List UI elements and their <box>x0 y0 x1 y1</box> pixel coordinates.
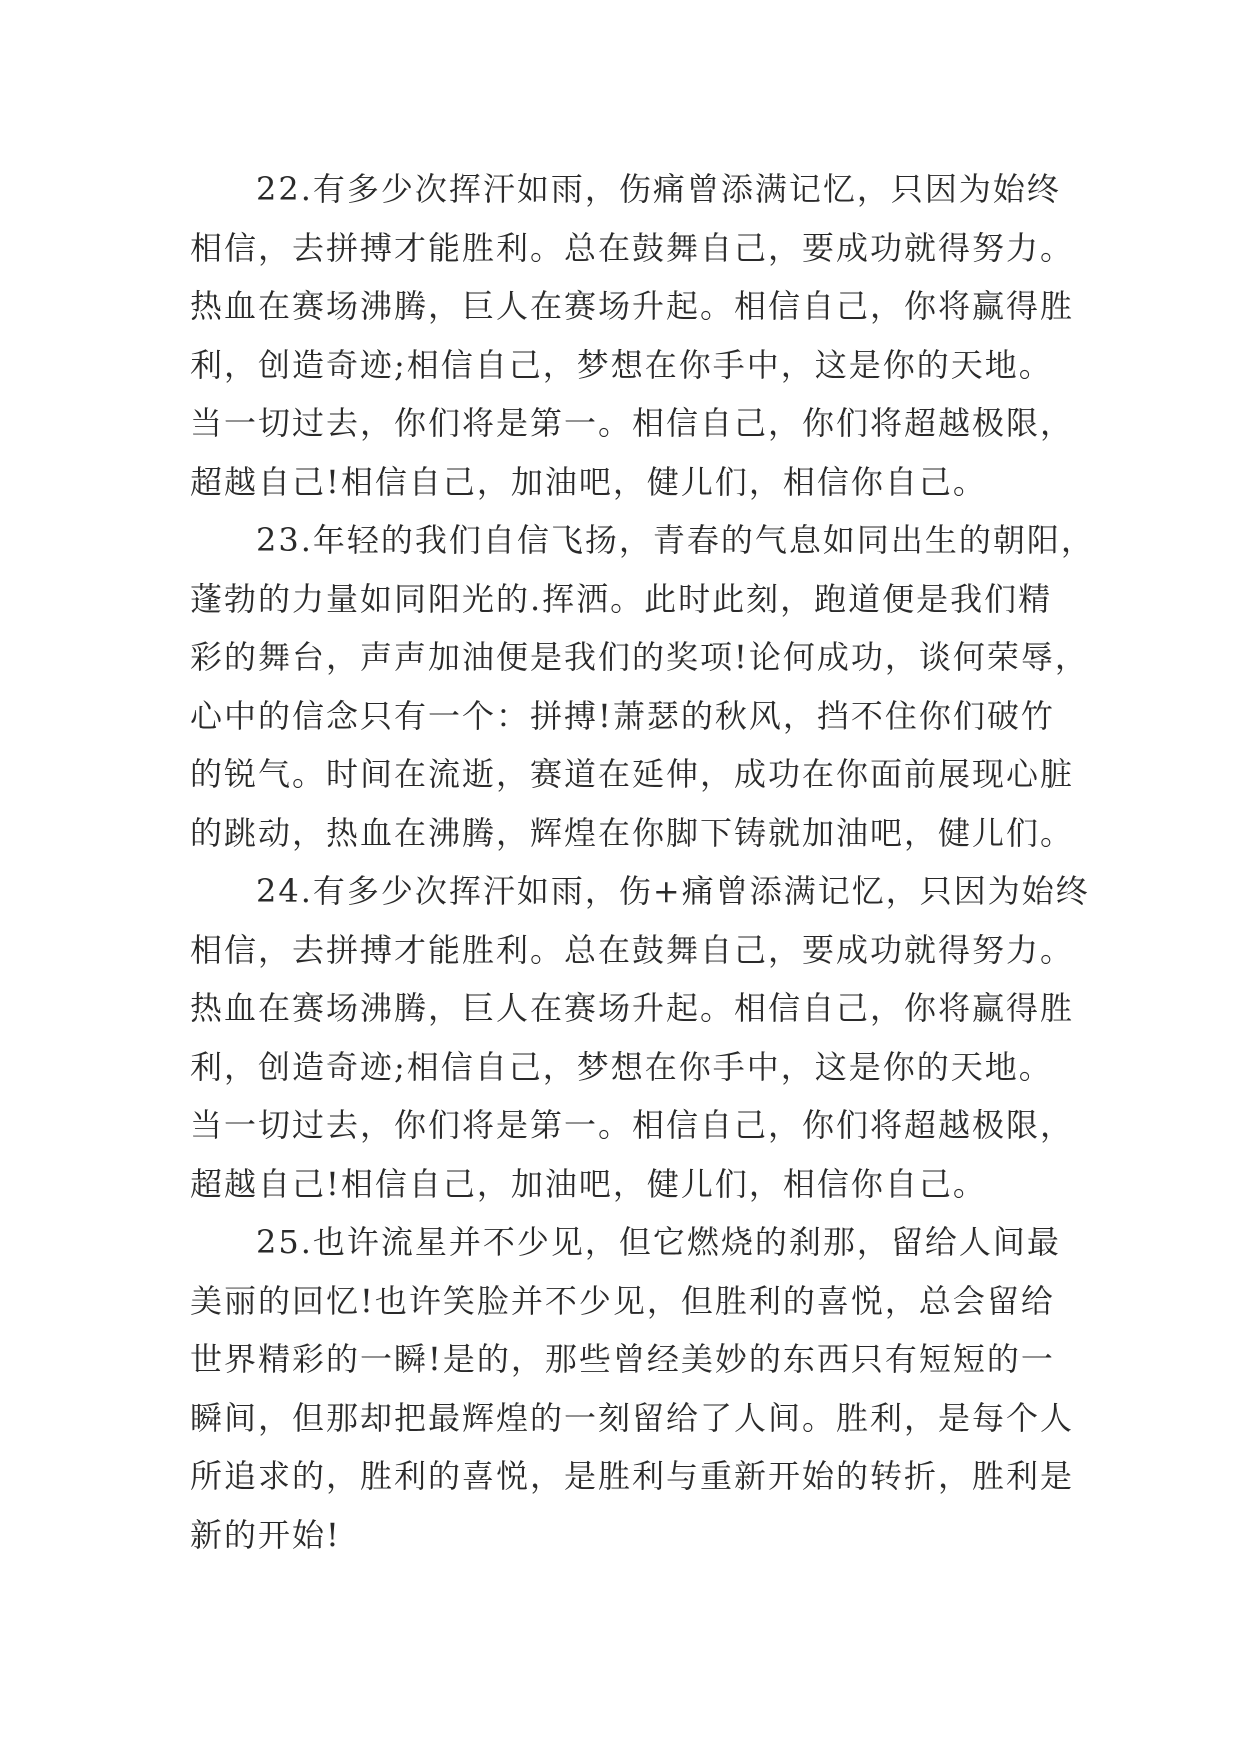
paragraph-line: 的跳动，热血在沸腾，辉煌在你脚下铸就加油吧，健儿们。 <box>190 813 1075 852</box>
paragraph-line: 美丽的回忆!也许笑脸并不少见，但胜利的喜悦，总会留给 <box>190 1281 1055 1320</box>
paragraph-line: 利，创造奇迹;相信自己，梦想在你手中，这是你的天地。 <box>190 345 1053 384</box>
paragraph-line: 相信，去拼搏才能胜利。总在鼓舞自己，要成功就得努力。 <box>190 930 1075 969</box>
paragraph-23 <box>190 511 1095 862</box>
paragraph-line: 蓬勃的力量如同阳光的.挥洒。此时此刻，跑道便是我们精 <box>190 579 1053 618</box>
paragraph-line: 利，创造奇迹;相信自己，梦想在你手中，这是你的天地。 <box>190 1047 1053 1086</box>
paragraph-line: 热血在赛场沸腾，巨人在赛场升起。相信自己，你将赢得胜 <box>190 989 1075 1027</box>
paragraph-line: 相信，去拼搏才能胜利。总在鼓舞自己，要成功就得努力。 <box>190 228 1075 267</box>
paragraph-line: 心中的信念只有一个：拼搏!萧瑟的秋风，挡不住你们破竹 <box>190 696 1055 735</box>
paragraph-line: 新的开始! <box>190 1515 341 1554</box>
paragraph-line: 的锐气。时间在流逝，赛道在延伸，成功在你面前展现心脏 <box>190 755 1075 793</box>
paragraph-line: 23.年轻的我们自信飞扬，青春的气息如同出生的朝阳， <box>256 521 1095 559</box>
paragraph-24 <box>190 862 1090 1213</box>
paragraph-line: 当一切过去，你们将是第一。相信自己，你们将超越极限， <box>190 404 1075 442</box>
paragraph-line: 22.有多少次挥汗如雨，伤痛曾添满记忆，只因为始终 <box>256 170 1061 208</box>
document-body <box>190 160 1095 1564</box>
paragraph-line: 世界精彩的一瞬!是的，那些曾经美妙的东西只有短短的一 <box>190 1340 1055 1378</box>
paragraph-line: 所追求的，胜利的喜悦，是胜利与重新开始的转折，胜利是 <box>190 1457 1075 1495</box>
paragraph-line: 25.也许流星并不少见，但它燃烧的刹那，留给人间最 <box>256 1223 1061 1261</box>
paragraph-line: 热血在赛场沸腾，巨人在赛场升起。相信自己，你将赢得胜 <box>190 287 1075 325</box>
paragraph-line: 当一切过去，你们将是第一。相信自己，你们将超越极限， <box>190 1106 1075 1144</box>
paragraph-line: 彩的舞台，声声加油便是我们的奖项!论何成功，谈何荣辱， <box>190 638 1089 676</box>
paragraph-22 <box>190 160 1075 511</box>
paragraph-line: 超越自己!相信自己，加油吧，健儿们，相信你自己。 <box>190 462 987 501</box>
paragraph-line: 超越自己!相信自己，加油吧，健儿们，相信你自己。 <box>190 1164 987 1203</box>
paragraph-line: 瞬间，但那却把最辉煌的一刻留给了人间。胜利，是每个人 <box>190 1398 1075 1437</box>
paragraph-line: 24.有多少次挥汗如雨，伤+痛曾添满记忆，只因为始终 <box>256 872 1090 910</box>
paragraph-25 <box>190 1213 1075 1564</box>
